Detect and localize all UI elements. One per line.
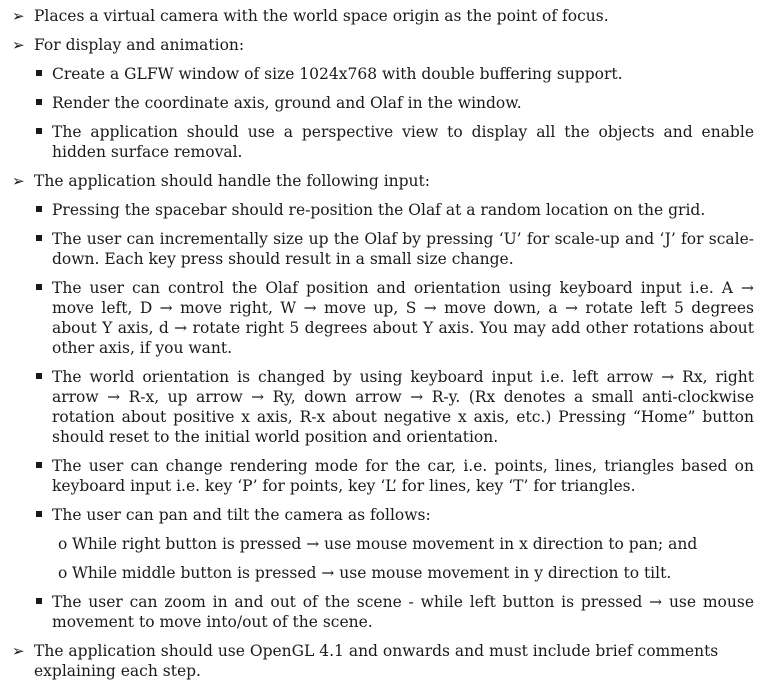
sublist-input	[34, 200, 754, 632]
circle-bullet-icon: o	[58, 564, 68, 582]
square-bullet-icon	[36, 128, 42, 134]
sublist-item	[34, 93, 754, 113]
arrow-bullet-icon: ➢	[12, 36, 25, 54]
sublist-item-text: Render the coordinate axis, ground and Olaf in the window.	[52, 94, 522, 112]
square-bullet-icon	[36, 598, 42, 604]
list-item-text: The application should use OpenGL 4.1 and onwards and must include brief comments explaining each step.	[34, 642, 719, 680]
list-item-opengl	[8, 641, 754, 681]
sublist-item	[34, 278, 754, 358]
arrow-bullet-icon: ➢	[12, 172, 25, 190]
list-item-display-animation	[8, 35, 754, 162]
sublist-item	[34, 64, 754, 84]
square-bullet-icon	[36, 462, 42, 468]
sublist-display	[34, 64, 754, 162]
sublist-item	[34, 229, 754, 269]
sublist-item-text: The user can change rendering mode for the car, i.e. points, lines, triangles based on keyboard input i.e. key ‘P’ for points, key ‘L’ for lines, key ‘T’ for triangles.	[52, 457, 754, 495]
list-item-text: For display and animation:	[34, 36, 245, 54]
arrow-bullet-icon: ➢	[12, 642, 25, 660]
sublist-item-text: Pressing the spacebar should re-position the Olaf at a random location on the grid.	[52, 201, 706, 219]
sublist-item	[34, 200, 754, 220]
list-item-text: Places a virtual camera with the world space origin as the point of focus.	[34, 7, 609, 25]
square-bullet-icon	[36, 373, 42, 379]
square-bullet-icon	[36, 70, 42, 76]
sublist-item-text: The world orientation is changed by using keyboard input i.e. left arrow → Rx, right arrow → R-x, up arrow → Ry, down arrow → R-y. (Rx denotes a small anti-clockwise rotation about positive x axis, R-x about negative x axis, etc.) Pressing “Home” button should reset to the initial world position and orientation.	[52, 368, 754, 446]
list-item-text: The application should handle the following input:	[34, 172, 430, 190]
sublist-item	[34, 505, 754, 583]
square-bullet-icon	[36, 511, 42, 517]
sublist-pan-tilt	[52, 534, 754, 583]
sublist-item-text: The user can pan and tilt the camera as follows:	[52, 506, 431, 524]
sublist-item	[34, 122, 754, 162]
sublist-item-text: The user can incrementally size up the Olaf by pressing ‘U’ for scale-up and ‘J’ for scale-down. Each key press should result in a small size change.	[52, 230, 754, 268]
sublist-item	[34, 367, 754, 447]
sublist-item	[34, 592, 754, 632]
sub-sublist-item-text: While right button is pressed → use mouse movement in x direction to pan; and	[72, 535, 698, 553]
list-item-input-handling	[8, 171, 754, 632]
arrow-bullet-icon: ➢	[12, 7, 25, 25]
sub-sublist-item	[52, 534, 754, 554]
sublist-item	[34, 456, 754, 496]
square-bullet-icon	[36, 99, 42, 105]
sub-sublist-item	[52, 563, 754, 583]
sub-sublist-item-text: While middle button is pressed → use mouse movement in y direction to tilt.	[72, 564, 672, 582]
sublist-item-text: Create a GLFW window of size 1024x768 with double buffering support.	[52, 65, 623, 83]
square-bullet-icon	[36, 235, 42, 241]
list-item-camera	[8, 6, 754, 26]
circle-bullet-icon: o	[58, 535, 68, 553]
square-bullet-icon	[36, 206, 42, 212]
sublist-item-text: The user can zoom in and out of the scene - while left button is pressed → use mouse movement to move into/out of the scene.	[52, 593, 754, 631]
sublist-item-text: The application should use a perspective view to display all the objects and enable hidden surface removal.	[52, 123, 754, 161]
square-bullet-icon	[36, 284, 42, 290]
sublist-item-text: The user can control the Olaf position and orientation using keyboard input i.e. A → move left, D → move right, W → move up, S → move down, a → rotate left 5 degrees about Y axis, d → rotate right 5 degrees about Y axis. You may add other rotations about other axis, if you want.	[52, 279, 754, 357]
